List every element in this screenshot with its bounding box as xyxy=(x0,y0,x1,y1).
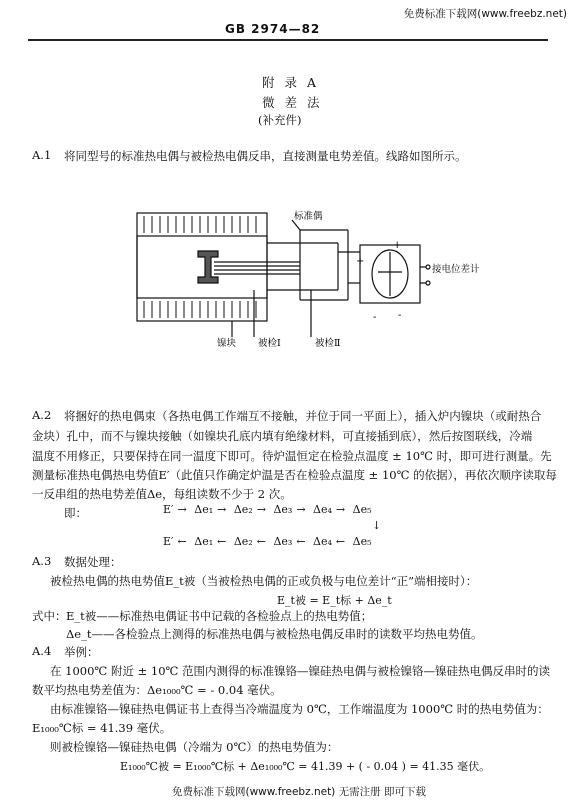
section-a4-line6: E₁₀₀₀℃被 = E₁₀₀₀℃标 + Δe₁₀₀₀℃ = 41.39 + ( - 0.04 ) = 41.35 毫伏。 xyxy=(120,760,491,773)
where-item-1: E_t被——标准热电偶证书中记载的各检验点上的热电势值； xyxy=(66,609,373,623)
section-a1-text: 将同型号的标准热电偶与被检热电偶反串，直接测量电势差值。线路如图所示。 xyxy=(64,149,467,163)
watermark-top: 免费标准下载网(www.freebz.net) xyxy=(403,8,567,20)
sequence-row-2: E′ ← Δe₁ ← Δe₂ ← Δe₃ ← Δe₄ ← Δe₅ xyxy=(163,535,372,548)
label-potentiometer: 接电位差计 xyxy=(432,264,480,275)
appendix-note: (补充件) xyxy=(258,113,302,127)
where-label: 式中： xyxy=(32,609,67,623)
section-a3-title: 数据处理： xyxy=(64,555,122,569)
sign-plus-1: + xyxy=(393,240,402,251)
section-a4-line4: E₁₀₀₀℃标 = 41.39 毫伏。 xyxy=(32,721,172,735)
section-a4-line2: 数平均热电势差值为：Δe₁₀₀₀℃ = - 0.04 毫伏。 xyxy=(32,683,282,697)
sign-minus-2: - xyxy=(398,310,402,321)
section-a2-line2: 金块）孔中，而不与镍块接触（如镍块孔底内填有绝缘材料，可直接插到底），然后按图联线，冷端 xyxy=(32,429,533,443)
section-a3-formula: E_t被 = E_t标 + Δe_t xyxy=(277,594,392,607)
section-a1-num: A.1 xyxy=(32,148,52,162)
nickel-block xyxy=(198,251,218,283)
section-a4-line3: 由标准镍铬—镍硅热电偶证书上查得当冷端温度为 0℃，工作端温度为 1000℃ 时的热电势值为： xyxy=(50,702,549,716)
section-a3-line1: 被检热电偶的热电势值E_t被（当被检热电偶的正或负极与电位差计“正”端相接时）： xyxy=(50,574,478,588)
section-a4-line5: 则被检镍铬—镍硅热电偶（冷端为 0℃）的热电势值为： xyxy=(50,740,339,754)
standard-code: GB 2974—82 xyxy=(225,22,321,36)
section-a2-num: A.2 xyxy=(32,408,52,422)
section-a2-line4: 测量标准热电偶热电势值E′（此值只作确定炉温是否在检验点温度 ± 10℃ 的依据），再依次顺序读取每 xyxy=(32,468,557,482)
section-a4-line1: 在 1000℃ 附近 ± 10℃ 范围内测得的标准镍铬—镍硅热电偶与被检镍铬—镍硅热电偶反串时的读 xyxy=(50,664,551,678)
section-a2-line5: 一反串组的热电势差值Δe，每组读数不少于 2 次。 xyxy=(32,487,292,501)
label-check-1: 被检Ⅰ xyxy=(258,338,281,349)
watermark-bottom: 免费标准下载网(www.freebz.net) 无需注册 即可下载 xyxy=(172,786,426,798)
sequence-down-arrow: ↓ xyxy=(372,519,382,532)
appendix-subtitle: 微 差 法 xyxy=(262,95,323,110)
sign-minus-1: - xyxy=(373,312,377,323)
sign-plus-2: + xyxy=(356,256,365,267)
section-a3-num: A.3 xyxy=(32,554,52,568)
label-standard-tc: 标准偶 xyxy=(294,211,323,222)
where-item-2: Δe_t——各检验点上测得的标准热电偶与被检热电偶反串时的读数平均热电势值。 xyxy=(66,627,483,641)
appendix-title: 附 录 A xyxy=(262,75,319,90)
section-a2-line3: 温度不用修正，只要保持在同一温度下即可。待炉温恒定在检验点温度 ± 10℃ 时，即可进行测量。先 xyxy=(32,449,552,463)
furnace-tube xyxy=(137,236,267,298)
sequence-label: 即： xyxy=(64,506,87,520)
section-a4-num: A.4 xyxy=(32,644,52,658)
sequence-row-1: E′ → Δe₁ → Δe₂ → Δe₃ → Δe₄ → Δe₅ xyxy=(163,503,372,516)
label-check-2: 被检Ⅱ xyxy=(315,338,341,349)
section-a4-title: 举例： xyxy=(64,645,99,659)
label-nickel-block: 镍块 xyxy=(217,338,237,349)
section-a2-line1: 将捆好的热电偶束（各热电偶工作端互不接触，并位于同一平面上），插入炉内镍块（或耐热合 xyxy=(64,409,542,423)
